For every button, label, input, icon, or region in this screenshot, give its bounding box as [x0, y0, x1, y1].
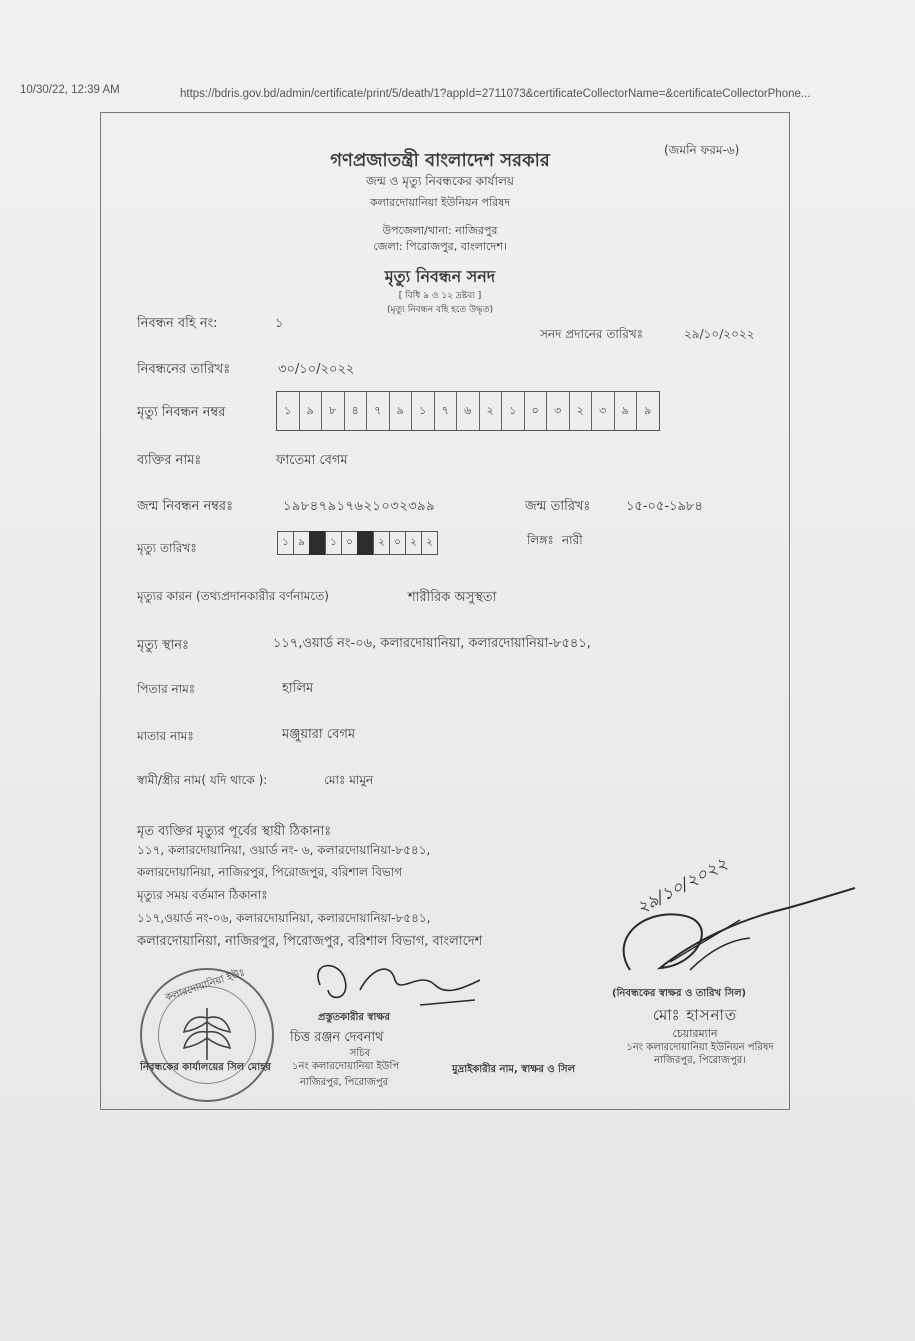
- death-date-boxes: [278, 531, 438, 555]
- digit-box: ১: [502, 392, 525, 430]
- preparer-union: ১নং কলারদোয়ানিয়া ইউপি: [292, 1061, 400, 1072]
- print-url: https://bdris.gov.bd/admin/certificate/print/5/death/1?appId=2711073&certificateCollectorName=&certificateCollectorPhone...: [180, 88, 811, 100]
- digit-box: ৯: [644, 403, 652, 417]
- book-no-label: নিবন্ধন বহি নং:: [137, 316, 218, 331]
- digit-box: ৯: [300, 392, 323, 430]
- verifier-label: মুদ্রাইকারীর নাম, স্বাক্ষর ও সিল: [452, 1064, 576, 1075]
- birth-reg-no: ১৯৮৪৭৯১৭৬২১০৩২৩৯৯: [283, 499, 436, 514]
- mother-label: মাতার নামঃ: [137, 729, 194, 743]
- date-digit: ৯: [293, 531, 310, 555]
- upazila: উপজেলা/থানা: নাজিরপুর: [382, 224, 498, 237]
- place-label: মৃত্যু স্থানঃ: [137, 638, 189, 653]
- preparer-label: প্রস্তুতকারীর স্বাক্ষর: [318, 1012, 390, 1023]
- cause-label: মৃত্যুর কারন (তথ্যপ্রদানকারীর বর্ণনামতে): [137, 589, 329, 603]
- death-place: ১১৭,ওয়ার্ড নং-০৬, কলারদোয়ানিয়া, কলারদোয়ানিয়া-৮৫৪১,: [273, 636, 591, 651]
- digit-box: ৯: [615, 392, 638, 430]
- death-date-label: মৃত্যু তারিখঃ: [137, 541, 197, 555]
- digit-box: ৪: [345, 392, 368, 430]
- registrar-union: ১নং কলারদোয়ানিয়া ইউনিয়ন পরিষদ: [626, 1042, 774, 1053]
- issue-date: ২৯/১০/২০২২: [684, 327, 755, 341]
- form-number: (জমনি ফরম-৬): [664, 143, 740, 157]
- date-digit: ০: [389, 531, 406, 555]
- district: জেলা: পিরোজপুর, বাংলাদেশ।: [373, 240, 507, 253]
- digit-box: ৭: [435, 392, 458, 430]
- govt-title: গণপ্রজাতন্ত্রী বাংলাদেশ সরকার: [330, 150, 550, 171]
- date-separator: [357, 531, 374, 555]
- preparer-title: সচিব: [349, 1048, 371, 1059]
- perm-addr-line2: কলারদোয়ানিয়া, নাজিরপুর, পিরোজপুর, বরিশাল বিভাগ: [137, 865, 403, 879]
- registrar-sig-label: (নিবন্ধকের স্বাক্ষর ও তারিখ সিল): [612, 988, 747, 999]
- father-label: পিতার নামঃ: [137, 682, 196, 696]
- seal-text: কলারদোয়ানিয়া ইউঃ: [164, 967, 247, 1004]
- digit-box: ৩: [592, 392, 615, 430]
- digit-box: ৩: [547, 392, 570, 430]
- office-name: জন্ম ও মৃত্যু নিবন্ধকের কার্যালয়: [366, 174, 514, 188]
- birth-date: ১৫-০৫-১৯৮৪: [626, 499, 703, 514]
- birth-reg-label: জন্ম নিবন্ধন নম্বরঃ: [137, 499, 234, 514]
- sex: নারী: [562, 533, 583, 547]
- present-addr-label: মৃত্যুর সময় বর্তমান ঠিকানাঃ: [137, 888, 268, 902]
- deceased-name: ফাতেমা বেগম: [276, 453, 348, 468]
- present-addr-line2: কলারদোয়ানিয়া, নাজিরপুর, পিরোজপুর, বরিশাল বিভাগ, বাংলাদেশ: [137, 934, 483, 949]
- seal-left-label: নিবন্ধকের কার্যালয়ের সিল মোহর: [140, 1062, 271, 1073]
- preparer-name: চিত্ত রঞ্জন দেবনাথ: [290, 1030, 384, 1045]
- cause: শারীরিক অসুস্থতা: [408, 590, 497, 605]
- mother-name: মঞ্জুয়ারা বেগম: [282, 727, 356, 742]
- date-digit: ২: [405, 531, 422, 555]
- digit-box: ০: [525, 392, 548, 430]
- spouse-label: স্বামী/স্ত্রীর নাম( যদি থাকে ):: [137, 773, 268, 787]
- handwritten-date: ২৯/১০/২০২২: [633, 853, 731, 919]
- perm-addr-line1: ১১৭, কলারদোয়ানিয়া, ওয়ার্ড নং- ৬, কলারদোয়ানিয়া-৮৫৪১,: [137, 843, 431, 857]
- perm-addr-label: মৃত ব্যক্তির মৃত্যুর পূর্বের স্থায়ী ঠিকানাঃ: [137, 824, 332, 839]
- reg-date-label: নিবন্ধনের তারিখঃ: [137, 362, 231, 377]
- digit-box: ৯: [390, 392, 413, 430]
- source-note: (মৃত্যু নিবন্ধন বহি হতে উদ্ধৃত): [386, 305, 494, 315]
- registrar-title: চেয়ারম্যান: [672, 1027, 718, 1040]
- book-no: ১: [275, 316, 284, 331]
- birth-date-label: জন্ম তারিখঃ: [525, 499, 591, 514]
- digit-box: ২: [480, 392, 503, 430]
- certificate-title: মৃত্যু নিবন্ধন সনদ: [384, 267, 496, 286]
- office-seal: [140, 968, 274, 1102]
- date-digit: ১: [325, 531, 342, 555]
- death-reg-no-boxes: [276, 391, 660, 431]
- date-digit: ২: [373, 531, 390, 555]
- registrar-location: নাজিরপুর, পিরোজপুর।: [654, 1055, 746, 1066]
- father-name: হালিম: [282, 681, 314, 696]
- date-digit: ১: [277, 531, 294, 555]
- reg-date: ৩০/১০/২০২২: [278, 362, 355, 377]
- date-digit: ২: [421, 531, 438, 555]
- digit-box: ১: [412, 392, 435, 430]
- death-reg-no-label: মৃত্যু নিবন্ধন নম্বর: [137, 405, 226, 420]
- registrar-name: মোঃ হাসনাত: [652, 1006, 738, 1024]
- issue-date-label: সনদ প্রদানের তারিখঃ: [540, 327, 644, 341]
- present-addr-line1: ১১৭,ওয়ার্ড নং-০৬, কলারদোয়ানিয়া, কলারদোয়ানিয়া-৮৫৪১,: [137, 911, 431, 925]
- digit-box: ৮: [322, 392, 345, 430]
- print-timestamp: 10/30/22, 12:39 AM: [20, 84, 120, 96]
- digit-box: ১: [277, 392, 300, 430]
- rule-reference: [ বিধি ৯ ও ১২ দ্রষ্টব্য ]: [398, 291, 482, 301]
- digit-box: ৬: [457, 392, 480, 430]
- preparer-location: নাজিরপুর, পিরোজপুর: [300, 1077, 389, 1088]
- sex-label: লিঙ্গঃ: [527, 533, 554, 547]
- name-label: ব্যক্তির নামঃ: [137, 453, 202, 468]
- digit-box: ২: [570, 392, 593, 430]
- union-name: কলারদোয়ানিয়া ইউনিয়ন পরিষদ: [369, 196, 511, 209]
- spouse-name: মোঃ মামুন: [324, 773, 374, 787]
- digit-box: ৭: [367, 392, 390, 430]
- date-separator: [309, 531, 326, 555]
- date-digit: ০: [341, 531, 358, 555]
- leaf-emblem-icon: [180, 1004, 234, 1064]
